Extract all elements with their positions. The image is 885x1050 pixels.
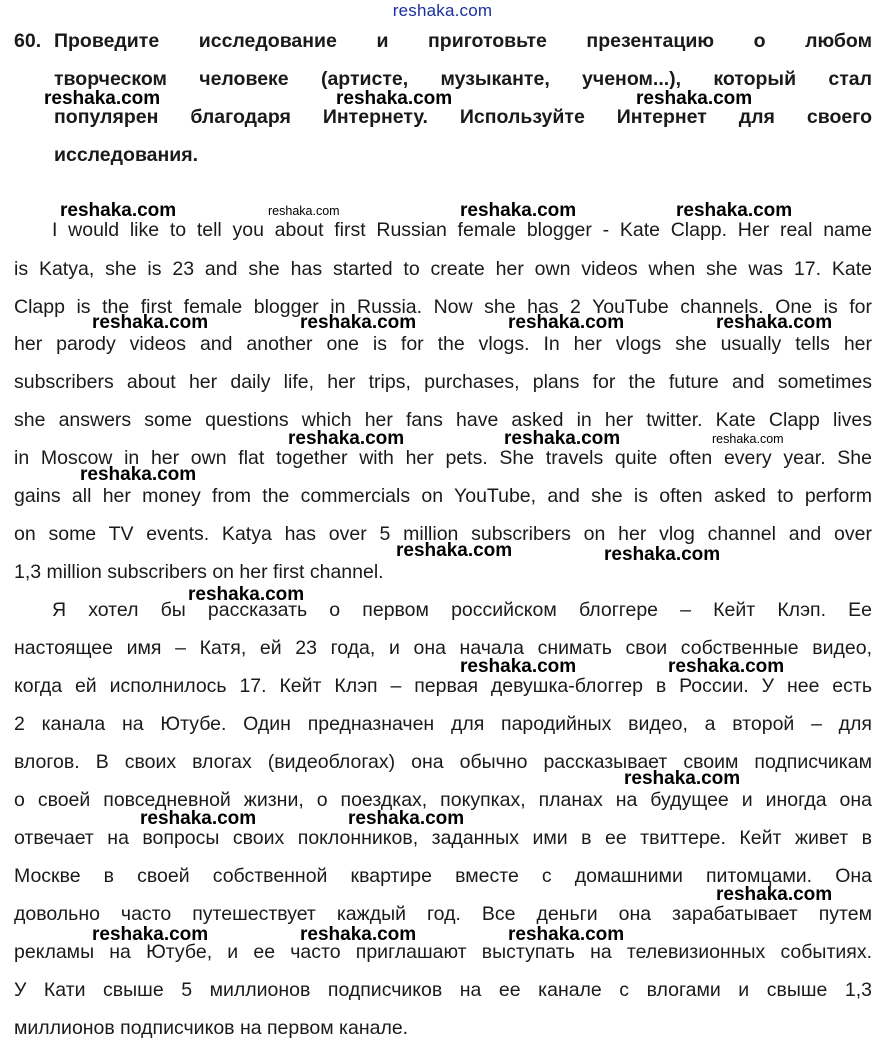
text-line: her parody videos and another one is for the vlogs. In her vlogs she usually tells her xyxy=(14,333,872,355)
watermark: reshaka.com xyxy=(504,428,621,449)
watermark: reshaka.com xyxy=(396,540,513,561)
watermark: reshaka.com xyxy=(300,924,417,945)
text-line: Clapp is the first female blogger in Russia. Now she has 2 YouTube channels. One is for xyxy=(14,296,872,318)
watermark: reshaka.com xyxy=(268,204,340,218)
watermark: reshaka.com xyxy=(716,884,833,905)
watermark: reshaka.com xyxy=(92,312,209,333)
task-text-line-3: популярен благодаря Интернету. Используйте Интернет для своего xyxy=(54,106,872,128)
top-watermark: reshaka.com xyxy=(392,1,493,20)
watermark: reshaka.com xyxy=(668,656,785,677)
watermark: reshaka.com xyxy=(336,88,453,109)
text-line: is Katya, she is 23 and she has started to create her own videos when she was 17. Kate xyxy=(14,258,872,280)
watermark: reshaka.com xyxy=(348,808,465,829)
text-line: о своей повседневной жизни, о поездках, покупках, планах на будущее и иногда она xyxy=(14,789,872,811)
watermark: reshaka.com xyxy=(300,312,417,333)
watermark: reshaka.com xyxy=(716,312,833,333)
watermark: reshaka.com xyxy=(188,584,305,605)
text-line: subscribers about her daily life, her trips, purchases, plans for the future and sometimes xyxy=(14,371,872,393)
text-line: миллионов подписчиков на первом канале. xyxy=(14,1017,409,1039)
text-line: рекламы на Ютубе, и ее часто приглашают выступать на телевизионных событиях. xyxy=(14,941,872,963)
text-line: I would like to tell you about first Russian female blogger - Kate Clapp. Her real name xyxy=(52,219,872,241)
text-line: довольно часто путешествует каждый год. Все деньги она зарабатывает путем xyxy=(14,903,872,925)
watermark: reshaka.com xyxy=(508,924,625,945)
text-line: Москве в своей собственной квартире вместе с домашними питомцами. Она xyxy=(14,865,872,887)
text-line: когда ей исполнилось 17. Кейт Клэп – первая девушка-блоггер в России. У нее есть xyxy=(14,675,872,697)
text-line: she answers some questions which her fans have asked in her twitter. Kate Clapp lives xyxy=(14,409,872,431)
text-line: in Moscow in her own flat together with her pets. She travels quite often every year. She xyxy=(14,447,872,469)
watermark: reshaka.com xyxy=(60,200,177,221)
text-line: 2 канала на Ютубе. Один предназначен для пародийных видео, а второй – для xyxy=(14,713,872,735)
text-line: on some TV events. Katya has over 5 million subscribers on her vlog channel and over xyxy=(14,523,872,545)
text-line: влогов. В своих влогах (видеоблогах) она обычно рассказывает своим подписчикам xyxy=(14,751,872,773)
watermark: reshaka.com xyxy=(288,428,405,449)
task-number: 60. xyxy=(14,30,42,52)
watermark: reshaka.com xyxy=(80,464,197,485)
watermark: reshaka.com xyxy=(676,200,793,221)
watermark: reshaka.com xyxy=(92,924,209,945)
watermark: reshaka.com xyxy=(604,544,721,565)
watermark: reshaka.com xyxy=(624,768,741,789)
text-line: 1,3 million subscribers on her first channel. xyxy=(14,561,384,583)
text-line: У Кати свыше 5 миллионов подписчиков на ее канале с влогами и свыше 1,3 xyxy=(14,979,872,1001)
text-line: настоящее имя – Катя, ей 23 года, и она начала снимать свои собственные видео, xyxy=(14,637,872,659)
task-text-line-4: исследования. xyxy=(54,144,199,166)
text-line: Я хотел бы рассказать о первом российском блоггере – Кейт Клэп. Ее xyxy=(52,599,872,621)
watermark: reshaka.com xyxy=(140,808,257,829)
task-text-line-1: Проведите исследование и приготовьте презентацию о любом xyxy=(54,30,872,52)
watermark: reshaka.com xyxy=(460,656,577,677)
watermark: reshaka.com xyxy=(460,200,577,221)
watermark: reshaka.com xyxy=(44,88,161,109)
text-line: отвечает на вопросы своих поклонников, заданных ими в ее твиттере. Кейт живет в xyxy=(14,827,872,849)
task-text-line-2: творческом человеке (артисте, музыканте, ученом...), который стал xyxy=(54,68,872,90)
text-line: gains all her money from the commercials on YouTube, and she is often asked to perform xyxy=(14,485,872,507)
task-line-1 xyxy=(14,27,872,55)
watermark: reshaka.com xyxy=(712,432,784,446)
watermark: reshaka.com xyxy=(636,88,753,109)
watermark: reshaka.com xyxy=(508,312,625,333)
